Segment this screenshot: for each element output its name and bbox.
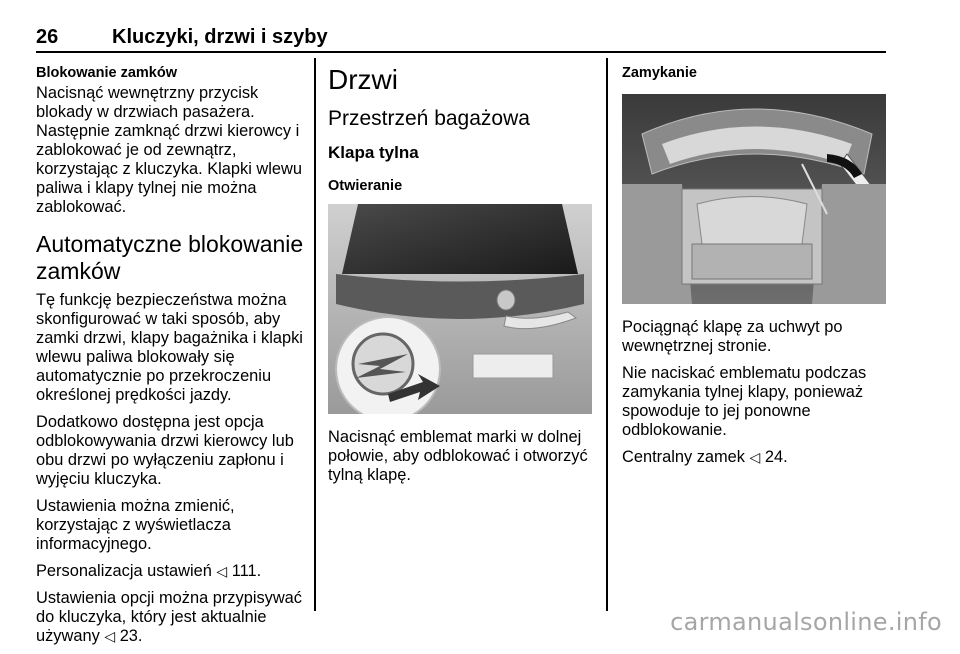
paragraph-pull-handle: Pociągnąć klapę za uchwyt po wewnętrznej stronie. (622, 318, 843, 355)
paragraph-personalization (36, 562, 304, 581)
page-header (36, 26, 886, 52)
paragraph-central-lock (622, 448, 888, 467)
paragraph-unlock-option: Dodatkowo dostępna jest opcja odblokowywania drzwi kierowcy lub obu drzwi po wyłączeniu zapłonu i wyjęciu kluczyka. (36, 413, 294, 488)
page-number: 26 (36, 26, 59, 48)
key-settings-text: Ustawienia opcji można przypisywać do kluczyka, który jest aktualnie używany (36, 589, 302, 645)
header-rule (36, 51, 886, 53)
caption-opening: Nacisnąć emblemat marki w dolnej połowie, aby odblokować i otworzyć tylną klapę. (328, 428, 588, 484)
paragraph-locking: Nacisnąć wewnętrzny przycisk blokady w drzwiach pasażera. Następnie zamknąć drzwi kierowcy i zablokować je od zewnątrz, korzystając z kluczyka. Klapki wlewu paliwa i klapy tylnej nie można zablokować. (36, 84, 302, 216)
licence-plate (473, 354, 553, 378)
brand-emblem (497, 290, 515, 310)
car-side-right (812, 184, 886, 304)
column-3-text (622, 318, 888, 475)
paragraph-emblem-warning: Nie naciskać emblematu podczas zamykania tylnej klapy, ponieważ spowoduje to jej ponowne odblokowanie. (622, 364, 867, 439)
luggage-floor (692, 244, 812, 279)
column-2 (328, 64, 594, 197)
paragraph-key-settings (36, 589, 304, 646)
page-ref-24[interactable]: 24 (764, 448, 784, 466)
page-ref-23[interactable]: 23 (119, 627, 138, 645)
paragraph-auto-locking: Tę funkcję bezpieczeństwa można skonfigurować w taki sposób, aby zamki drzwi, klapy bagażnika i klapki wlewu paliwa blokowały się automatycznie po przekroczeniu określonej prędkości jazdy. (36, 291, 303, 404)
heading-locking: Blokowanie zamków (36, 65, 178, 81)
column-divider-1 (314, 58, 316, 611)
subsection-luggage: Przestrzeń bagażowa (328, 107, 530, 130)
tailgate-opening-svg (328, 204, 592, 414)
tailgate-opening-illustration (328, 204, 592, 414)
column-2-caption (328, 428, 594, 493)
central-lock-text: Centralny zamek (622, 448, 745, 466)
tailgate-closing-illustration (622, 94, 886, 304)
watermark: carmanualsonline.info (670, 608, 942, 636)
personalization-text: Personalizacja ustawień (36, 562, 212, 580)
section-title-doors: Drzwi (328, 64, 398, 95)
column-1 (36, 64, 304, 654)
period: . (137, 627, 143, 645)
tailgate-closing-svg (622, 94, 886, 304)
paragraph-settings: Ustawienia można zmienić, korzystając z wyświetlacza informacyjnego. (36, 497, 235, 553)
period: . (783, 448, 788, 466)
column-3 (622, 64, 888, 84)
chapter-title: Kluczyki, drzwi i szyby (112, 26, 328, 48)
heading-closing: Zamykanie (622, 65, 697, 81)
heading-tailgate: Klapa tylna (328, 143, 419, 162)
heading-opening: Otwieranie (328, 178, 403, 194)
rear-seats (697, 197, 807, 245)
page-ref-icon: ◁ (104, 628, 116, 644)
page-ref-111[interactable]: 111 (231, 562, 257, 580)
heading-auto-locking: Automatyczne blokowanie zamków (36, 231, 304, 284)
rear-window (342, 204, 578, 274)
page-ref-icon: ◁ (749, 449, 761, 465)
page-ref-icon: ◁ (216, 563, 228, 579)
period: . (256, 562, 262, 580)
column-divider-2 (606, 58, 608, 611)
